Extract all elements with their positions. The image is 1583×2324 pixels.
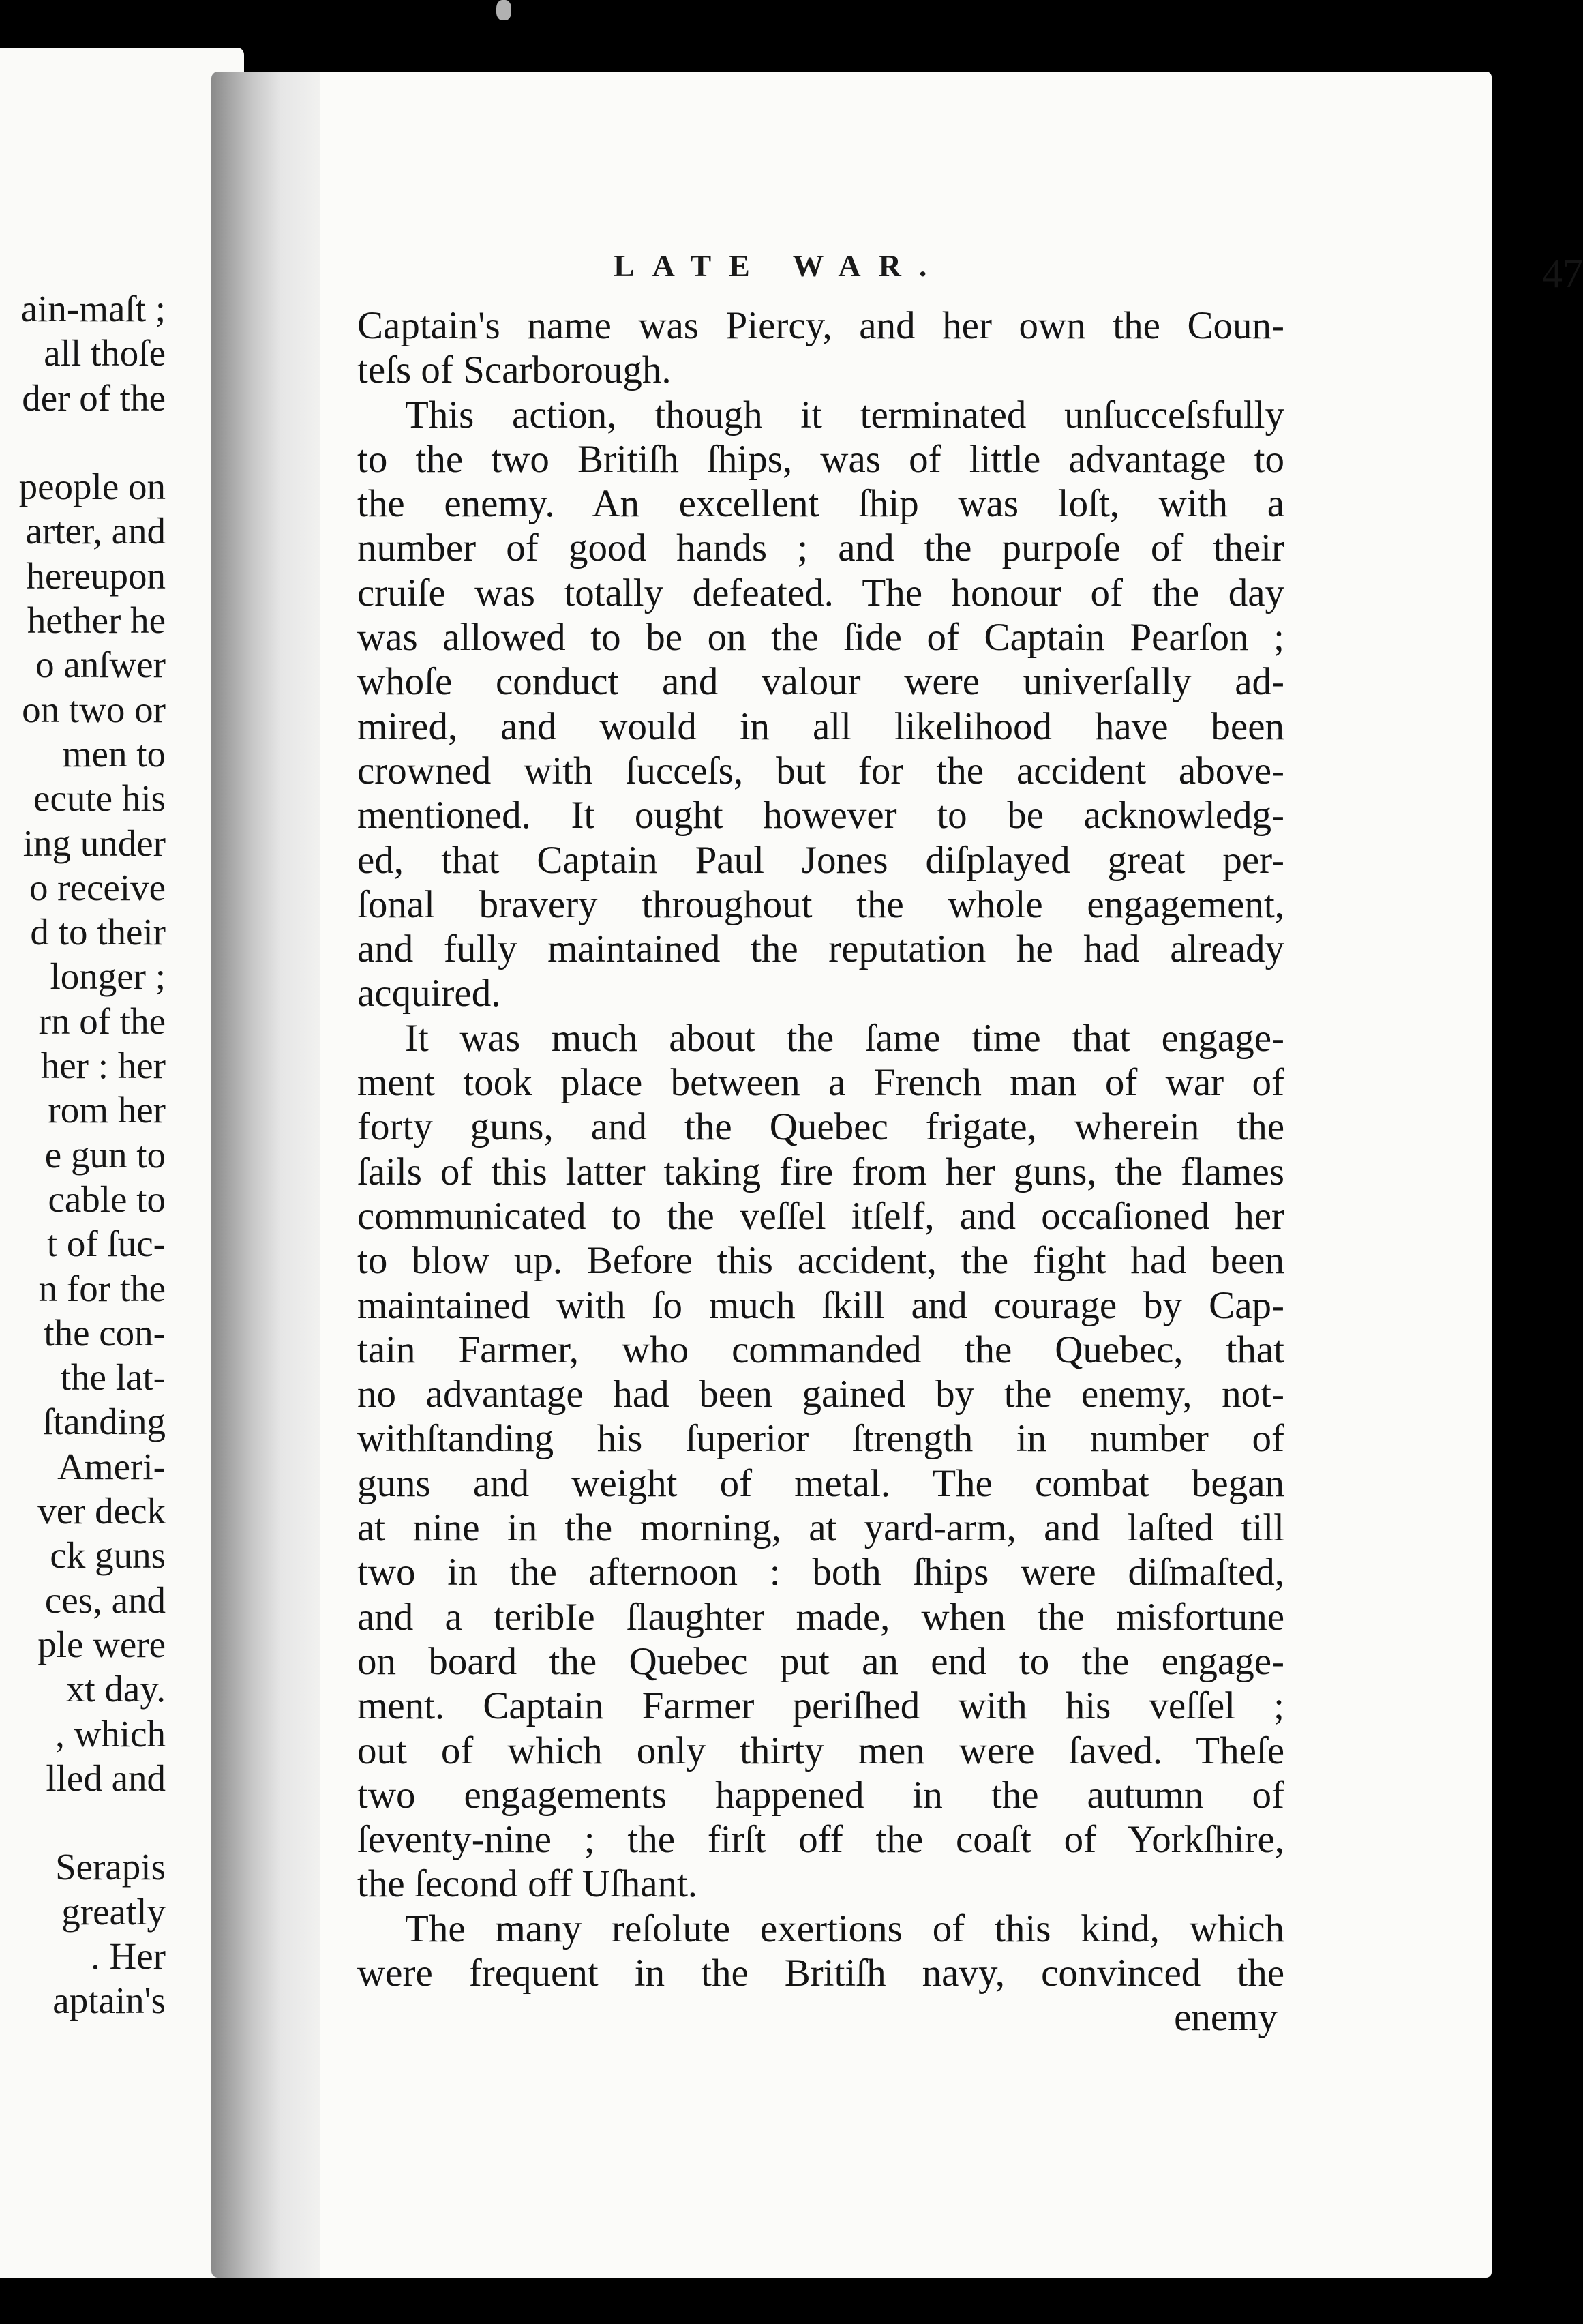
text-line: out of which only thirty men were ſaved. Theſe [357,1729,1284,1772]
text-line: communicated to the veſſel itſelf, and occaſioned her [357,1194,1284,1238]
text-line: Captain's name was Piercy, and her own the Coun- [357,304,1284,347]
text-line: on two or [22,688,166,730]
text-line: ple were [37,1623,166,1665]
text-line: ſails of this latter taking fire from her guns, the flames [357,1150,1284,1193]
text-line: ſeventy-nine ; the firſt off the coaſt of Yorkſhire, [357,1818,1284,1862]
text-line: xt day. [65,1668,166,1710]
text-line: the ſecond off Uſhant. [357,1862,698,1906]
text-line: and fully maintained the reputation he had already [357,927,1284,971]
text-line: The many reſolute exertions of this kind, which [405,1907,1284,1950]
text-line: This action, though it terminated unſucceſsfully [405,393,1284,436]
text-line: der of the [22,376,166,419]
text-line: mentioned. It ought however to be acknowledg- [357,794,1284,837]
text-line: maintained with ſo much ſkill and courage by Cap- [357,1283,1284,1327]
text-line: ment. Captain Farmer periſhed with his veſſel ; [357,1684,1284,1728]
text-line: ecute his [33,777,166,820]
text-line [0,1800,166,1845]
text-line: was allowed to be on the ſide of Captain Pearſon ; [357,616,1284,659]
text-line: t of ſuc- [46,1223,166,1265]
text-line: ed, that Captain Paul Jones diſplayed great per- [357,838,1284,882]
text-line: mired, and would in all likelihood have been [357,704,1284,748]
text-line: ain-maſt ; [20,288,166,329]
text-line: withſtanding his ſuperior ſtrength in number of [357,1417,1284,1461]
text-line: greatly [61,1890,166,1933]
text-line: on board the Quebec put an end to the engage- [357,1639,1284,1683]
text-line: ver deck [37,1490,166,1532]
text-line: o receive [29,866,166,908]
text-line: men to [62,732,166,775]
book-gutter [211,72,327,2278]
text-line: e gun to [44,1133,166,1176]
text-line: Serapis [55,1846,166,1888]
text-line: no advantage had been gained by the enemy, not- [357,1373,1284,1416]
text-line: ment took place between a French man of war of [357,1061,1284,1105]
scan-speck [496,0,511,20]
text-line: d to their [30,911,166,953]
text-line: the con- [44,1311,166,1354]
text-line: ck guns [50,1534,166,1577]
text-line: were frequent in the Britiſh navy, convinced the [357,1951,1284,1995]
text-line: lled and [46,1757,166,1799]
text-line: all thoſe [44,332,166,374]
text-line: n for the [38,1267,166,1309]
text-line: ſonal bravery throughout the whole engagement, [357,882,1284,926]
text-line: the lat- [60,1356,166,1399]
text-line: hether he [27,599,166,642]
running-head: LATE WAR. [614,248,945,283]
text-line: the enemy. An excellent ſhip was loſt, with a [357,482,1284,526]
text-line: tain Farmer, who commanded the Quebec, that [357,1328,1284,1371]
text-line: arter, and [25,510,166,552]
text-line: . Her [91,1935,166,1977]
text-line: aptain's [52,1980,166,2022]
text-line: rom her [48,1089,166,1131]
text-line: cruiſe was totally defeated. The honour of the day [357,571,1284,614]
text-line: people on [18,466,166,508]
text-line: two engagements happened in the autumn of [357,1773,1284,1817]
text-line: rn of the [38,1000,166,1042]
catchword: enemy [1174,1996,1278,2040]
text-line: o anſwer [35,644,166,686]
text-line: crowned with ſucceſs, but for the accident above- [357,749,1284,792]
text-line: ing under [22,822,166,864]
text-line: ces, and [44,1579,166,1621]
facing-page-left [0,48,244,2278]
text-line: cable to [48,1178,166,1220]
text-line: longer ; [50,955,166,998]
text-line: forty guns, and the Quebec frigate, wherein the [357,1105,1284,1149]
text-line: guns and weight of metal. The combat began [357,1461,1284,1505]
text-line: ſtanding [42,1401,166,1443]
text-line: acquired. [357,972,501,1015]
text-line: and a teribIe ſlaughter made, when the misfortune [357,1595,1284,1639]
text-line: whoſe conduct and valour were univerſally ad- [357,660,1284,704]
text-line: Ameri- [57,1445,166,1487]
text-line: hereupon [26,554,166,597]
page-number: 47 [1542,251,1583,296]
text-line: at nine in the morning, at yard-arm, and laſted till [357,1506,1284,1550]
text-line: teſs of Scarborough. [357,348,672,392]
text-line: to the two Britiſh ſhips, was of little advantage to [357,437,1284,481]
text-line: number of good hands ; and the purpoſe of their [357,526,1284,570]
text-line: two in the afternoon : both ſhips were diſmaſted, [357,1551,1284,1594]
text-line [0,420,166,464]
facing-page-text [0,286,166,2023]
body-text [357,303,1284,2040]
text-line: her : her [40,1045,166,1087]
text-line: , which [55,1712,166,1755]
text-line: It was much about the ſame time that engage- [405,1016,1284,1060]
text-line: to blow up. Before this accident, the fight had been [357,1239,1284,1283]
